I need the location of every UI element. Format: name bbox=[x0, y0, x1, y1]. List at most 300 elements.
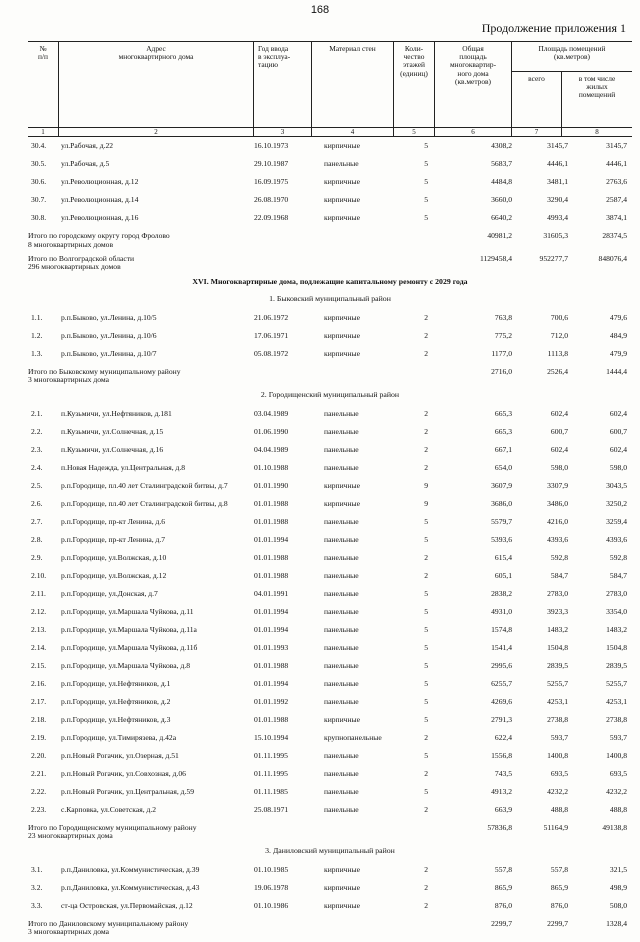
wall-material: панельные bbox=[324, 570, 359, 580]
wall-material: панельные bbox=[324, 408, 359, 418]
address: р.п.Новый Рогачик, ул.Совхозная, д.06 bbox=[61, 768, 186, 778]
header-num: № п/п bbox=[38, 44, 48, 62]
total-area: 663,9 bbox=[494, 804, 512, 814]
year-built: 01.01.1992 bbox=[254, 696, 289, 706]
address: ул.Рабочая, д.22 bbox=[61, 141, 114, 150]
premises-all: 693,5 bbox=[550, 768, 568, 778]
address: р.п.Городище, ул.Нефтяников, д.1 bbox=[61, 678, 171, 688]
table-header bbox=[28, 41, 632, 128]
floors: 2 bbox=[424, 312, 428, 322]
year-built: 01.01.1988 bbox=[254, 570, 289, 580]
wall-material: кирпичные bbox=[324, 312, 361, 322]
year-built: 01.06.1990 bbox=[254, 426, 289, 436]
total-area: 615,4 bbox=[494, 552, 512, 562]
address: р.п.Быково, ул.Ленина, д.10/7 bbox=[61, 348, 157, 358]
address: р.п.Городище, ул.Маршала Чуйкова, д.11б bbox=[61, 642, 198, 652]
wall-material: панельные bbox=[324, 159, 359, 168]
address: р.п.Городище, ул.Волжская, д.10 bbox=[61, 552, 167, 562]
address: р.п.Даниловка, ул.Коммунистическая, д.43 bbox=[61, 882, 200, 892]
table-body bbox=[28, 137, 632, 942]
living-area: 2839,5 bbox=[606, 660, 627, 670]
total-area: 6255,7 bbox=[491, 678, 512, 688]
floors: 2 bbox=[424, 426, 428, 436]
premises-all: 3145,7 bbox=[547, 141, 568, 150]
total-area: 4931,0 bbox=[491, 606, 512, 616]
row-number: 2.15. bbox=[31, 660, 47, 670]
living-area: 1400,8 bbox=[606, 750, 627, 760]
total-area: 5579,7 bbox=[491, 516, 512, 526]
total-area: 2716,0 bbox=[491, 366, 512, 376]
wall-material: панельные bbox=[324, 516, 359, 526]
floors: 2 bbox=[424, 330, 428, 340]
wall-material: кирпичные bbox=[324, 177, 361, 186]
living-area: 28374,5 bbox=[602, 231, 627, 240]
floors: 2 bbox=[424, 732, 428, 742]
address: ул.Революционная, д.14 bbox=[61, 195, 139, 204]
floors: 5 bbox=[424, 786, 428, 796]
row-number: 3.2. bbox=[31, 882, 43, 892]
living-area: 848076,4 bbox=[598, 253, 627, 263]
wall-material: панельные bbox=[324, 534, 359, 544]
header-material: Материал стен bbox=[311, 42, 393, 127]
wall-material: панельные bbox=[324, 642, 359, 652]
premises-all: 2738,8 bbox=[547, 714, 568, 724]
row-number: 30.4. bbox=[31, 141, 47, 150]
floors: 5 bbox=[424, 195, 428, 204]
year-built: 25.08.1971 bbox=[254, 804, 289, 814]
living-area: 600,7 bbox=[609, 426, 627, 436]
address: Итого по Городищенскому муниципальному району 23 многоквартирных дома bbox=[28, 822, 197, 841]
address: п.Кузьмичи, ул.Солнечная, д.15 bbox=[61, 426, 164, 436]
living-area: 479,9 bbox=[609, 348, 627, 358]
floors: 5 bbox=[424, 624, 428, 634]
wall-material: панельные bbox=[324, 552, 359, 562]
premises-all: 2839,5 bbox=[547, 660, 568, 670]
row-number: 30.5. bbox=[31, 159, 47, 168]
living-area: 3145,7 bbox=[606, 141, 627, 150]
header-total-area: Общая площадь многоквартир- ного дома (кв.метров) bbox=[434, 42, 511, 127]
year-built: 01.10.1988 bbox=[254, 462, 289, 472]
wall-material: панельные bbox=[324, 462, 359, 472]
premises-all: 602,4 bbox=[550, 408, 568, 418]
premises-all: 3307,9 bbox=[547, 480, 568, 490]
address: р.п.Городище, ул.Нефтяников, д.3 bbox=[61, 714, 171, 724]
living-area: 4446,1 bbox=[606, 159, 627, 168]
living-area: 3259,4 bbox=[606, 516, 627, 526]
year-built: 01.01.1994 bbox=[254, 534, 289, 544]
address: р.п.Городище, пл.40 лет Сталинградской битвы, д.7 bbox=[61, 480, 228, 490]
floors: 2 bbox=[424, 462, 428, 472]
living-area: 4232,2 bbox=[606, 786, 627, 796]
total-area: 6640,2 bbox=[491, 213, 512, 222]
year-built: 01.11.1985 bbox=[254, 786, 288, 796]
total-area: 667,1 bbox=[494, 444, 512, 454]
row-number: 2.6. bbox=[31, 498, 43, 508]
total-area: 665,3 bbox=[494, 426, 512, 436]
premises-all: 2783,0 bbox=[547, 588, 568, 598]
header-premises-living: в том числе жилых помещений bbox=[561, 72, 632, 127]
total-area: 4308,2 bbox=[491, 141, 512, 150]
floors: 2 bbox=[424, 570, 428, 580]
total-area: 665,3 bbox=[494, 408, 512, 418]
premises-all: 598,0 bbox=[550, 462, 568, 472]
floors: 2 bbox=[424, 804, 428, 814]
premises-all: 602,4 bbox=[550, 444, 568, 454]
total-area: 1541,4 bbox=[491, 642, 512, 652]
living-area: 584,7 bbox=[609, 570, 627, 580]
address: р.п.Быково, ул.Ленина, д.10/6 bbox=[61, 330, 157, 340]
total-area: 4269,6 bbox=[491, 696, 512, 706]
living-area: 3250,2 bbox=[606, 498, 627, 508]
row-number: 2.8. bbox=[31, 534, 43, 544]
column-numbers-row bbox=[28, 128, 632, 137]
year-built: 01.01.1988 bbox=[254, 552, 289, 562]
wall-material: кирпичные bbox=[324, 348, 361, 358]
row-number: 2.23. bbox=[31, 804, 47, 814]
floors: 9 bbox=[424, 498, 428, 508]
wall-material: крупнопанельные bbox=[324, 732, 382, 742]
total-area: 2791,3 bbox=[491, 714, 512, 724]
premises-all: 876,0 bbox=[550, 900, 568, 910]
total-area: 1556,8 bbox=[491, 750, 512, 760]
header-premises-all: всего bbox=[511, 72, 561, 127]
year-built: 01.01.1993 bbox=[254, 642, 289, 652]
total-area: 2838,2 bbox=[491, 588, 512, 598]
wall-material: панельные bbox=[324, 786, 359, 796]
total-area: 1574,8 bbox=[491, 624, 512, 634]
living-area: 3043,5 bbox=[606, 480, 627, 490]
row-number: 3.3. bbox=[31, 900, 43, 910]
row-number: 2.11. bbox=[31, 588, 46, 598]
column-number-3: 3 bbox=[253, 128, 311, 136]
column-number-4: 4 bbox=[311, 128, 393, 136]
address: р.п.Городище, ул.Маршала Чуйкова, д.11 bbox=[61, 606, 194, 616]
total-area: 3686,0 bbox=[491, 498, 512, 508]
wall-material: панельные bbox=[324, 588, 359, 598]
year-built: 01.01.1990 bbox=[254, 480, 289, 490]
column-number-5: 5 bbox=[393, 128, 434, 136]
living-area: 1483,2 bbox=[606, 624, 627, 634]
row-number: 2.5. bbox=[31, 480, 43, 490]
premises-all: 952277,7 bbox=[539, 253, 568, 263]
row-number: 2.3. bbox=[31, 444, 43, 454]
address: Итого по Волгоградской области 296 многоквартирных домов bbox=[28, 253, 135, 272]
wall-material: панельные bbox=[324, 750, 359, 760]
address: р.п.Новый Рогачик, ул.Озерная, д.51 bbox=[61, 750, 179, 760]
address: р.п.Новый Рогачик, ул.Центральная, д.59 bbox=[61, 786, 195, 796]
living-area: 3354,0 bbox=[606, 606, 627, 616]
floors: 2 bbox=[424, 768, 428, 778]
living-area: 602,4 bbox=[609, 408, 627, 418]
premises-all: 4993,4 bbox=[547, 213, 568, 222]
premises-all: 1483,2 bbox=[547, 624, 568, 634]
premises-all: 584,7 bbox=[550, 570, 568, 580]
address: р.п.Городище, пр-кт Ленина, д.6 bbox=[61, 516, 166, 526]
floors: 2 bbox=[424, 882, 428, 892]
premises-all: 600,7 bbox=[550, 426, 568, 436]
living-area: 2738,8 bbox=[606, 714, 627, 724]
year-built: 01.10.1985 bbox=[254, 864, 289, 874]
living-area: 593,7 bbox=[609, 732, 627, 742]
premises-all: 4393,6 bbox=[547, 534, 568, 544]
address: Итого по Быковскому муниципальному району 3 многоквартирных дома bbox=[28, 366, 181, 385]
premises-all: 488,8 bbox=[550, 804, 568, 814]
address: р.п.Городище, пр-кт Ленина, д.7 bbox=[61, 534, 166, 544]
wall-material: кирпичные bbox=[324, 330, 361, 340]
floors: 2 bbox=[424, 408, 428, 418]
floors: 2 bbox=[424, 444, 428, 454]
row-number: 2.14. bbox=[31, 642, 47, 652]
living-area: 1504,8 bbox=[606, 642, 627, 652]
living-area: 2587,4 bbox=[606, 195, 627, 204]
header-address: Адрес многоквартирного дома bbox=[58, 42, 253, 127]
living-area: 2763,6 bbox=[606, 177, 627, 186]
column-number-2: 2 bbox=[58, 128, 253, 136]
year-built: 01.01.1988 bbox=[254, 714, 289, 724]
address: Итого по Даниловскому муниципальному району 3 многоквартирных дома bbox=[28, 918, 189, 937]
district-heading: 1. Быковский муниципальный район bbox=[269, 294, 391, 303]
row-number: 2.20. bbox=[31, 750, 47, 760]
total-area: 654,0 bbox=[494, 462, 512, 472]
year-built: 01.10.1986 bbox=[254, 900, 289, 910]
wall-material: кирпичные bbox=[324, 480, 361, 490]
total-area: 876,0 bbox=[494, 900, 512, 910]
wall-material: панельные bbox=[324, 696, 359, 706]
total-area: 5393,6 bbox=[491, 534, 512, 544]
total-area: 2995,6 bbox=[491, 660, 512, 670]
living-area: 598,0 bbox=[609, 462, 627, 472]
address: ул.Революционная, д.16 bbox=[61, 213, 139, 222]
total-area: 3660,0 bbox=[491, 195, 512, 204]
living-area: 498,9 bbox=[609, 882, 627, 892]
address: р.п.Городище, ул.Донская, д.7 bbox=[61, 588, 158, 598]
living-area: 508,0 bbox=[609, 900, 627, 910]
year-built: 01.01.1988 bbox=[254, 498, 289, 508]
row-number: 2.9. bbox=[31, 552, 43, 562]
row-number: 2.17. bbox=[31, 696, 47, 706]
continuation-label: Продолжение приложения 1 bbox=[481, 21, 626, 35]
premises-all: 712,0 bbox=[550, 330, 568, 340]
living-area: 2783,0 bbox=[606, 588, 627, 598]
address: р.п.Даниловка, ул.Коммунистическая, д.39 bbox=[61, 864, 200, 874]
column-number-6: 6 bbox=[434, 128, 511, 136]
page-number: 168 bbox=[310, 4, 330, 16]
header-floors: Коли- чество этажей (единиц) bbox=[393, 42, 434, 127]
living-area: 693,5 bbox=[609, 768, 627, 778]
address: ст-ца Островская, ул.Первомайская, д.12 bbox=[61, 900, 193, 910]
address: с.Карповка, ул.Советская, д.2 bbox=[61, 804, 157, 814]
floors: 2 bbox=[424, 348, 428, 358]
wall-material: кирпичные bbox=[324, 195, 361, 204]
address: п.Новая Надежда, ул.Центральная, д.8 bbox=[61, 462, 186, 472]
year-built: 01.01.1988 bbox=[254, 516, 289, 526]
year-built: 29.10.1987 bbox=[254, 159, 289, 168]
row-number: 2.13. bbox=[31, 624, 47, 634]
address: Итого по городскому округу город Фролово 8 многоквартирных домов bbox=[28, 231, 170, 249]
year-built: 26.08.1970 bbox=[254, 195, 289, 204]
wall-material: панельные bbox=[324, 660, 359, 670]
address: р.п.Городище, ул.Нефтяников, д.2 bbox=[61, 696, 171, 706]
row-number: 2.7. bbox=[31, 516, 43, 526]
year-built: 04.01.1991 bbox=[254, 588, 289, 598]
floors: 5 bbox=[424, 696, 428, 706]
total-area: 865,9 bbox=[494, 882, 512, 892]
living-area: 488,8 bbox=[609, 804, 627, 814]
floors: 9 bbox=[424, 480, 428, 490]
total-area: 1177,0 bbox=[491, 348, 512, 358]
floors: 2 bbox=[424, 864, 428, 874]
row-number: 2.19. bbox=[31, 732, 47, 742]
total-area: 57836,8 bbox=[487, 822, 512, 832]
row-number: 2.12. bbox=[31, 606, 47, 616]
year-built: 05.08.1972 bbox=[254, 348, 289, 358]
year-built: 16.09.1975 bbox=[254, 177, 289, 186]
wall-material: кирпичные bbox=[324, 864, 361, 874]
living-area: 5255,7 bbox=[606, 678, 627, 688]
year-built: 21.06.1972 bbox=[254, 312, 289, 322]
floors: 5 bbox=[424, 534, 428, 544]
total-area: 605,1 bbox=[494, 570, 512, 580]
living-area: 3874,1 bbox=[606, 213, 627, 222]
row-number: 2.21. bbox=[31, 768, 47, 778]
total-area: 775,2 bbox=[494, 330, 512, 340]
floors: 5 bbox=[424, 177, 428, 186]
row-number: 1.1. bbox=[31, 312, 43, 322]
wall-material: кирпичные bbox=[324, 213, 361, 222]
row-number: 30.6. bbox=[31, 177, 47, 186]
floors: 5 bbox=[424, 660, 428, 670]
row-number: 2.22. bbox=[31, 786, 47, 796]
row-number: 2.16. bbox=[31, 678, 47, 688]
address: п.Кузьмичи, ул.Солнечная, д.16 bbox=[61, 444, 164, 454]
floors: 5 bbox=[424, 159, 428, 168]
row-number: 2.10. bbox=[31, 570, 47, 580]
wall-material: панельные bbox=[324, 444, 359, 454]
wall-material: панельные bbox=[324, 678, 359, 688]
living-area: 4393,6 bbox=[606, 534, 627, 544]
wall-material: кирпичные bbox=[324, 900, 361, 910]
year-built: 19.06.1978 bbox=[254, 882, 289, 892]
total-area: 2299,7 bbox=[491, 918, 512, 928]
floors: 5 bbox=[424, 588, 428, 598]
premises-all: 593,7 bbox=[550, 732, 568, 742]
floors: 5 bbox=[424, 141, 428, 150]
address: р.п.Городище, ул.Волжская, д.12 bbox=[61, 570, 167, 580]
floors: 5 bbox=[424, 750, 428, 760]
row-number: 2.18. bbox=[31, 714, 47, 724]
year-built: 17.06.1971 bbox=[254, 330, 289, 340]
floors: 5 bbox=[424, 714, 428, 724]
column-number-1: 1 bbox=[41, 128, 45, 136]
premises-all: 865,9 bbox=[550, 882, 568, 892]
wall-material: панельные bbox=[324, 426, 359, 436]
premises-all: 3290,4 bbox=[547, 195, 568, 204]
year-built: 01.01.1988 bbox=[254, 660, 289, 670]
living-area: 321,5 bbox=[609, 864, 627, 874]
year-built: 01.11.1995 bbox=[254, 768, 288, 778]
year-built: 03.04.1989 bbox=[254, 408, 289, 418]
living-area: 1444,4 bbox=[606, 366, 627, 376]
living-area: 592,8 bbox=[609, 552, 627, 562]
year-built: 15.10.1994 bbox=[254, 732, 289, 742]
floors: 5 bbox=[424, 642, 428, 652]
premises-all: 700,6 bbox=[550, 312, 568, 322]
district-heading: 3. Даниловский муниципальный район bbox=[265, 846, 395, 855]
wall-material: кирпичные bbox=[324, 882, 361, 892]
premises-all: 4446,1 bbox=[547, 159, 568, 168]
floors: 5 bbox=[424, 678, 428, 688]
living-area: 479,6 bbox=[609, 312, 627, 322]
total-area: 743,5 bbox=[494, 768, 512, 778]
premises-all: 1113,8 bbox=[547, 348, 568, 358]
wall-material: кирпичные bbox=[324, 714, 361, 724]
floors: 5 bbox=[424, 516, 428, 526]
year-built: 01.11.1995 bbox=[254, 750, 288, 760]
wall-material: кирпичные bbox=[324, 141, 361, 150]
living-area: 4253,1 bbox=[606, 696, 627, 706]
address: р.п.Быково, ул.Ленина, д.10/5 bbox=[61, 312, 157, 322]
premises-all: 2526,4 bbox=[547, 366, 568, 376]
premises-all: 557,8 bbox=[550, 864, 568, 874]
premises-all: 2299,7 bbox=[547, 918, 568, 928]
premises-all: 3486,0 bbox=[547, 498, 568, 508]
living-area: 602,4 bbox=[609, 444, 627, 454]
row-number: 1.2. bbox=[31, 330, 43, 340]
section-heading: XVI. Многоквартирные дома, подлежащие капитальному ремонту с 2029 года bbox=[192, 277, 468, 286]
premises-all: 592,8 bbox=[550, 552, 568, 562]
row-number: 3.1. bbox=[31, 864, 43, 874]
header-year: Год ввода в эксплуа- тацию bbox=[253, 42, 311, 127]
address: ул.Революционная, д.12 bbox=[61, 177, 139, 186]
total-area: 3607,9 bbox=[491, 480, 512, 490]
floors: 2 bbox=[424, 552, 428, 562]
floors: 5 bbox=[424, 606, 428, 616]
row-number: 30.8. bbox=[31, 213, 47, 222]
total-area: 5683,7 bbox=[491, 159, 512, 168]
wall-material: панельные bbox=[324, 768, 359, 778]
premises-all: 1400,8 bbox=[547, 750, 568, 760]
year-built: 22.09.1968 bbox=[254, 213, 289, 222]
premises-all: 3481,1 bbox=[547, 177, 568, 186]
year-built: 04.04.1989 bbox=[254, 444, 289, 454]
address: п.Кузьмичи, ул.Нефтяников, д.181 bbox=[61, 408, 172, 418]
total-area: 1129458,4 bbox=[480, 253, 512, 263]
year-built: 16.10.1973 bbox=[254, 141, 289, 150]
address: р.п.Городище, ул.Маршала Чуйкова, д.11а bbox=[61, 624, 197, 634]
row-number: 1.3. bbox=[31, 348, 43, 358]
total-area: 763,8 bbox=[494, 312, 512, 322]
address: р.п.Городище, ул.Тимирязева, д.42а bbox=[61, 732, 177, 742]
living-area: 484,9 bbox=[609, 330, 627, 340]
row-number: 30.7. bbox=[31, 195, 47, 204]
wall-material: панельные bbox=[324, 804, 359, 814]
living-area: 1328,4 bbox=[606, 918, 627, 928]
row-number: 2.2. bbox=[31, 426, 43, 436]
premises-all: 1504,8 bbox=[547, 642, 568, 652]
premises-all: 4232,2 bbox=[547, 786, 568, 796]
premises-all: 4253,1 bbox=[547, 696, 568, 706]
total-area: 4913,2 bbox=[491, 786, 512, 796]
housing-table bbox=[28, 41, 632, 942]
address: р.п.Городище, пл.40 лет Сталинградской битвы, д.8 bbox=[61, 498, 228, 508]
column-number-7: 7 bbox=[511, 128, 561, 136]
year-built: 01.01.1994 bbox=[254, 606, 289, 616]
year-built: 01.01.1994 bbox=[254, 678, 289, 688]
total-area: 40981,2 bbox=[487, 231, 512, 240]
premises-all: 31605,3 bbox=[543, 231, 568, 240]
floors: 2 bbox=[424, 900, 428, 910]
living-area: 49138,8 bbox=[602, 822, 627, 832]
